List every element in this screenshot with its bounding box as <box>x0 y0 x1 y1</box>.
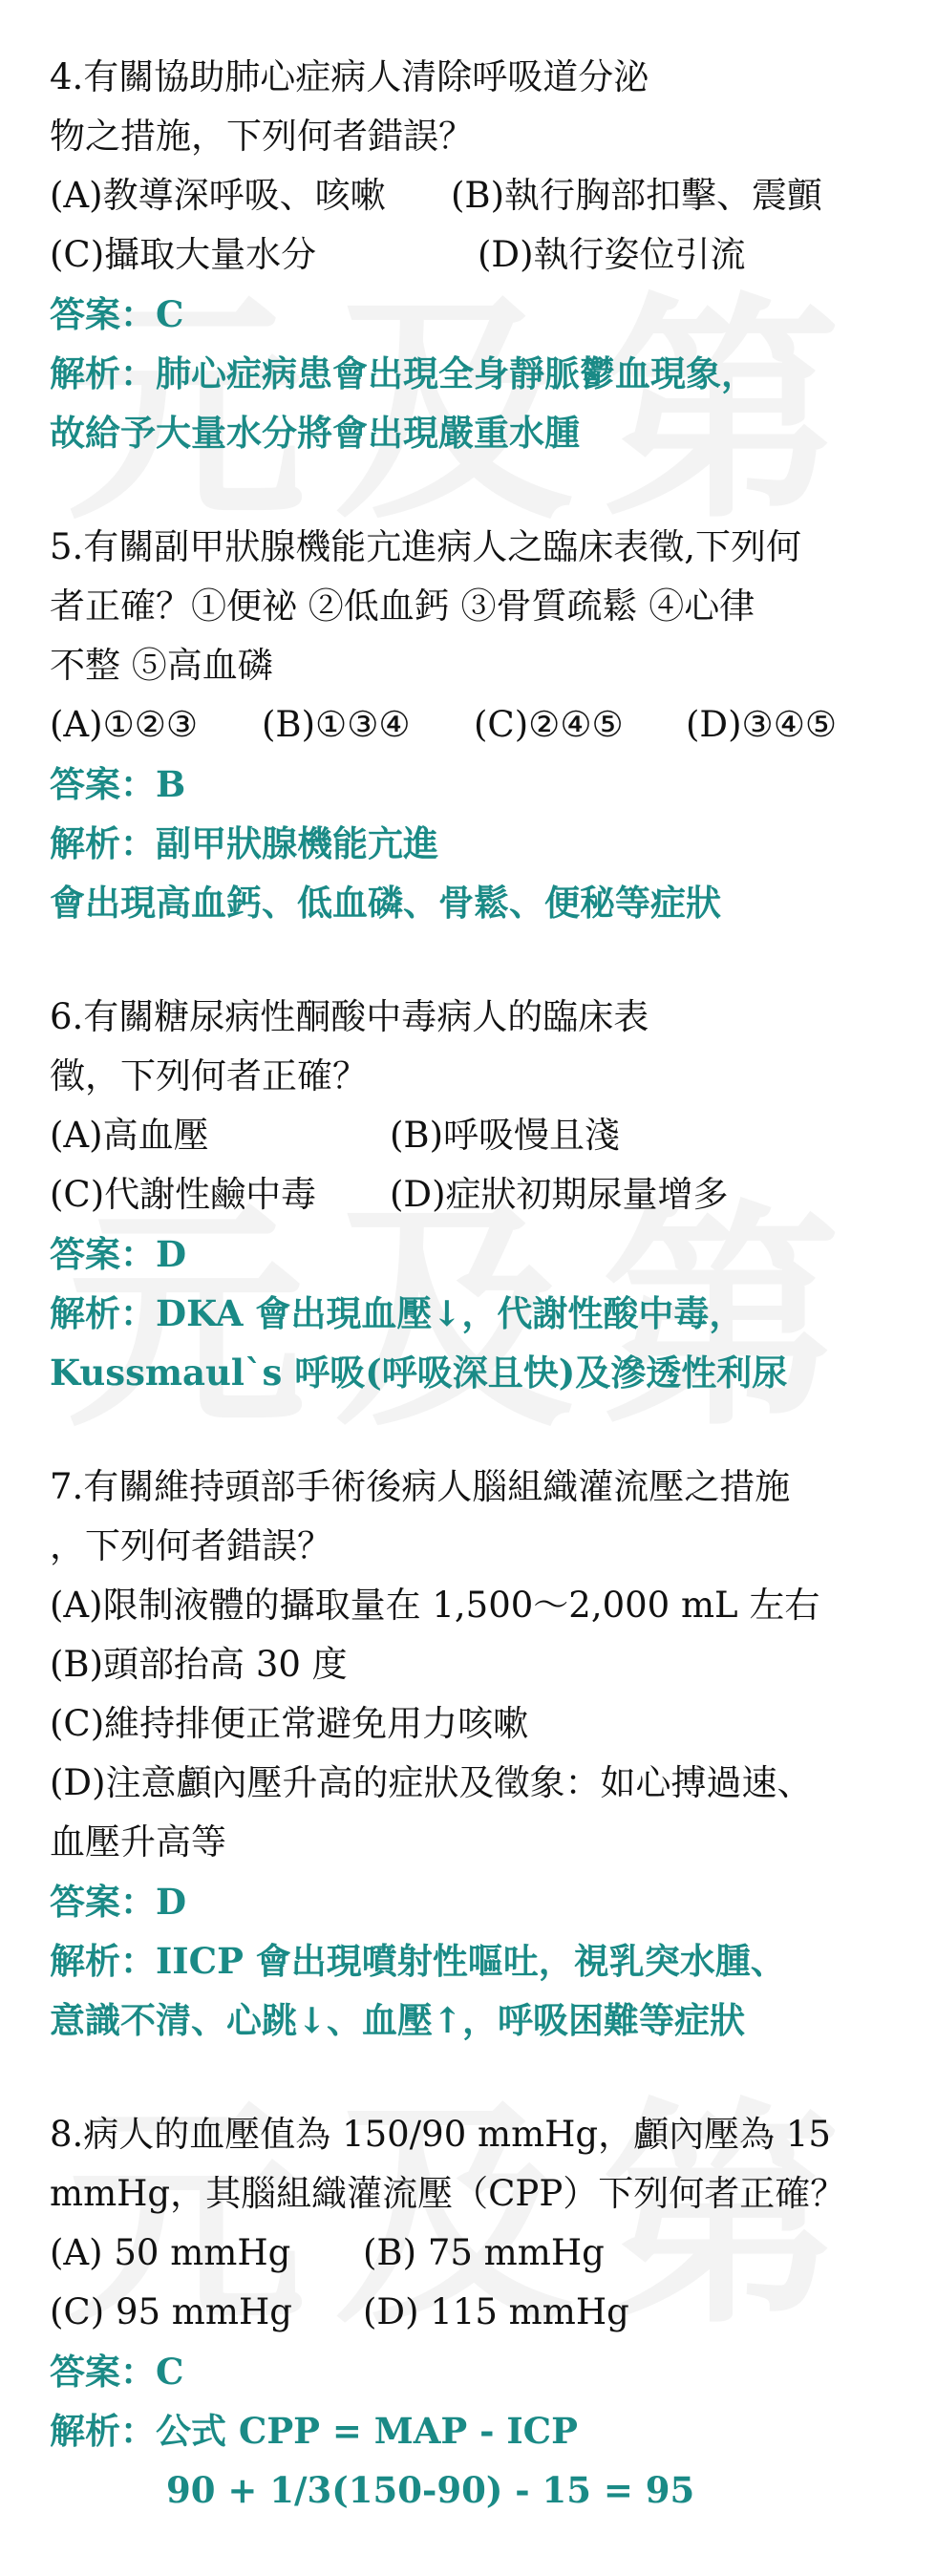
analysis: 解析：公式 CPP = MAP - ICP <box>50 2410 578 2452</box>
question-list <box>50 48 900 2575</box>
question-stem: 7.有關維持頭部手術後病人腦組織灌流壓之措施 <box>50 1466 791 1507</box>
options-row <box>50 2224 900 2283</box>
option-d: (D)執行姿位引流 <box>478 234 746 275</box>
analysis: 解析：副甲狀腺機能亢進 <box>50 822 438 864</box>
question-stem: 8.病人的血壓值為 150/90 mmHg，顱內壓為 15 <box>50 2114 831 2155</box>
question-stem: 不整 ⑤高血磷 <box>50 645 273 686</box>
option-b: (B)①③④ <box>262 704 411 745</box>
options-row <box>50 695 900 755</box>
answer: 答案：B <box>50 763 186 805</box>
option-a: (A)①②③ <box>50 704 199 745</box>
option-d-continued: 血壓升高等 <box>50 1821 226 1863</box>
analysis: 解析：肺心症病患會出現全身靜脈鬱血現象， <box>50 352 756 394</box>
question-stem: 徵，下列何者正確？ <box>50 1055 368 1096</box>
question-stem: mmHg，其腦組織灌流壓（CPP）下列何者正確？ <box>50 2173 846 2214</box>
options-row <box>50 2283 900 2342</box>
question-stem: ，下列何者錯誤？ <box>50 1525 332 1566</box>
option-a: (A)高血壓 <box>50 1115 209 1156</box>
option-a: (A) 50 mmHg <box>50 2232 291 2273</box>
option-d: (D) 115 mmHg <box>363 2291 629 2332</box>
question-4 <box>50 48 900 462</box>
question-7 <box>50 1458 900 2050</box>
options-row <box>50 166 900 225</box>
analysis: 解析：DKA 會出現血壓↓，代謝性酸中毒， <box>50 1292 745 1334</box>
question-stem: 者正確？①便祕 ②低血鈣 ③骨質疏鬆 ④心律 <box>50 585 755 627</box>
question-5 <box>50 518 900 932</box>
analysis: 故給予大量水分將會出現嚴重水腫 <box>50 412 580 454</box>
question-stem: 6.有關糖尿病性酮酸中毒病人的臨床表 <box>50 996 649 1037</box>
analysis: 解析：IICP 會出現噴射性嘔吐，視乳突水腫、 <box>50 1940 786 1982</box>
option-a: (A)教導深呼吸、咳嗽 <box>50 175 386 216</box>
option-c: (C)代謝性鹼中毒 <box>50 1174 317 1215</box>
option-d: (D)症狀初期尿量增多 <box>390 1174 729 1215</box>
option-d: (D)③④⑤ <box>686 704 838 745</box>
options-row <box>50 225 900 285</box>
option-a: (A)限制液體的攝取量在 1,500～2,000 mL 左右 <box>50 1585 820 1626</box>
question-6 <box>50 988 900 1402</box>
answer: 答案：C <box>50 2351 184 2393</box>
answer: 答案：D <box>50 1881 187 1923</box>
question-8 <box>50 2105 900 2520</box>
options-row <box>50 1106 900 1165</box>
option-b: (B)頭部抬高 30 度 <box>50 1644 348 1685</box>
option-c: (C)攝取大量水分 <box>50 234 317 275</box>
question-stem: 4.有關協助肺心症病人清除呼吸道分泌 <box>50 56 649 97</box>
analysis: Kussmaul`s 呼吸(呼吸深且快)及滲透性利尿 <box>50 1352 788 1394</box>
option-c: (C) 95 mmHg <box>50 2291 292 2332</box>
answer: 答案：C <box>50 293 184 335</box>
option-b: (B) 75 mmHg <box>363 2232 605 2273</box>
option-b: (B)呼吸慢且淺 <box>390 1115 621 1156</box>
question-stem: 5.有關副甲狀腺機能亢進病人之臨床表徵,下列何 <box>50 526 802 567</box>
answer: 答案：D <box>50 1233 187 1275</box>
option-b: (B)執行胸部扣擊、震顫 <box>451 175 823 216</box>
question-stem: 物之措施，下列何者錯誤？ <box>50 116 474 157</box>
option-c: (C)維持排便正常避免用力咳嗽 <box>50 1703 529 1744</box>
analysis: 意識不清、心跳↓、血壓↑，呼吸困難等症狀 <box>50 1999 746 2041</box>
analysis: 會出現高血鈣、低血磷、骨鬆、便秘等症狀 <box>50 882 721 924</box>
analysis-formula: 90 + 1/3(150-90) - 15 = 95 <box>166 2469 695 2511</box>
options-row <box>50 1165 900 1224</box>
option-d: (D)注意顱內壓升高的症狀及徵象：如心搏過速、 <box>50 1762 813 1803</box>
option-c: (C)②④⑤ <box>474 704 624 745</box>
